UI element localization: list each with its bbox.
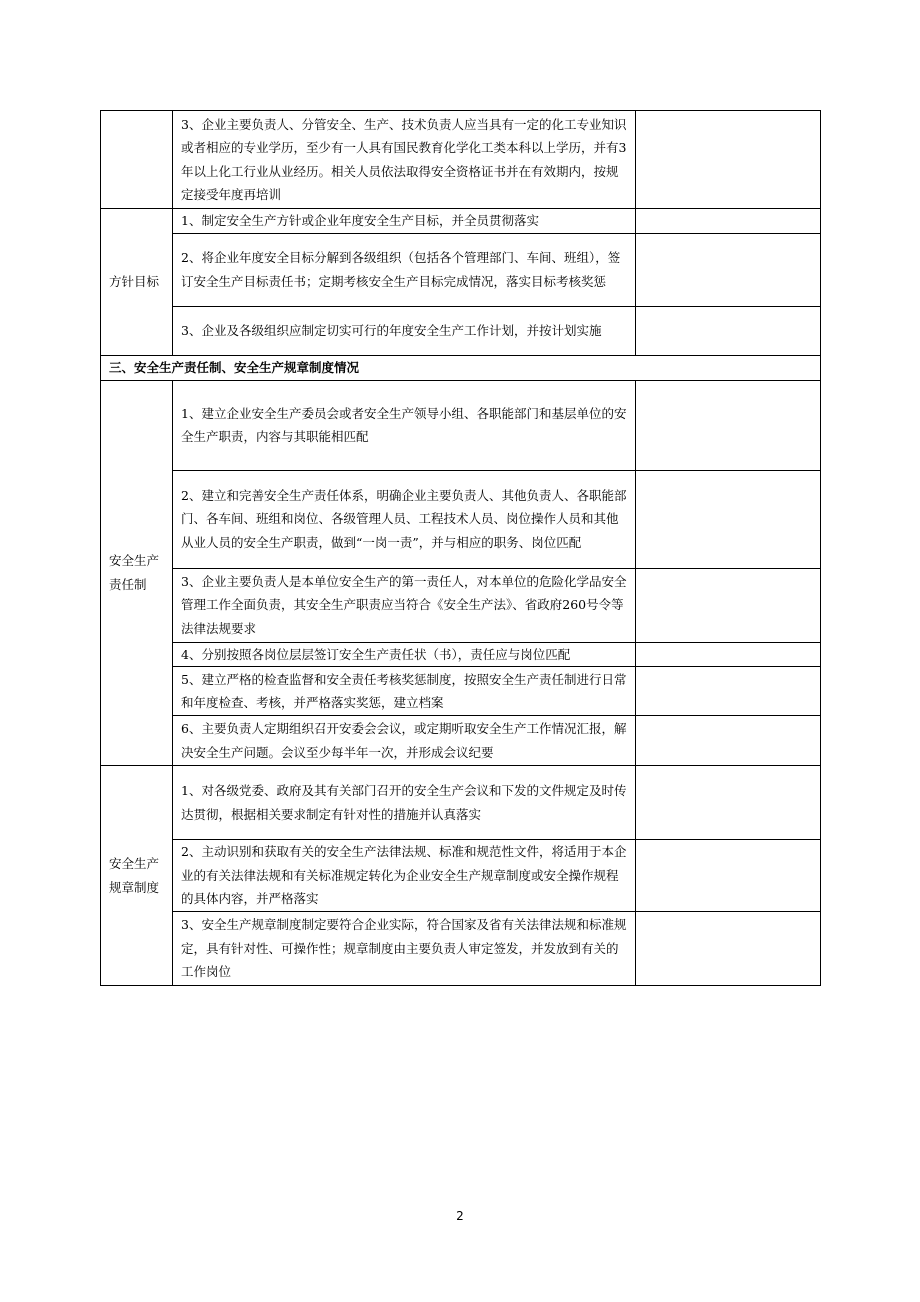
item-text: 6、主要负责人定期组织召开安委会会议，或定期听取安全生产工作情况汇报，解决安全生产问题。会议至少每半年一次，并形成会议纪要 xyxy=(173,716,636,766)
category-cell-empty xyxy=(101,111,173,209)
table-row xyxy=(101,568,821,642)
item-text: 2、将企业年度安全目标分解到各级组织（包括各个管理部门、车间、班组），签订安全生产目标责任书；定期考核安全生产目标完成情况，落实目标考核奖惩 xyxy=(173,233,636,306)
item-text: 1、对各级党委、政府及其有关部门召开的安全生产会议和下发的文件规定及时传达贯彻，根据相关要求制定有针对性的措施并认真落实 xyxy=(173,766,636,840)
table-row xyxy=(101,667,821,716)
inspection-table xyxy=(100,110,821,986)
item-text: 2、主动识别和获取有关的安全生产法律法规、标准和规范性文件，将适用于本企业的有关法律法规和有关标准规定转化为企业安全生产规章制度或安全操作规程的具体内容，并严格落实 xyxy=(173,840,636,912)
inspection-table-page xyxy=(100,110,820,986)
category-rules: 安全生产规章制度 xyxy=(101,766,173,986)
item-text: 1、制定安全生产方针或企业年度安全生产目标，并全员贯彻落实 xyxy=(173,209,636,234)
result-cell[interactable] xyxy=(636,642,821,667)
table-row xyxy=(101,716,821,766)
result-cell[interactable] xyxy=(636,840,821,912)
item-text: 3、企业主要负责人、分管安全、生产、技术负责人应当具有一定的化工专业知识或者相应的专业学历，至少有一人具有国民教育化学化工类本科以上学历，并有3年以上化工行业从业经历。相关人员依法取得安全资格证书并在有效期内，按规定接受年度再培训 xyxy=(173,111,636,209)
table-row xyxy=(101,233,821,306)
table-row xyxy=(101,209,821,234)
result-cell[interactable] xyxy=(636,380,821,470)
item-text: 3、安全生产规章制度制定要符合企业实际，符合国家及省有关法律法规和标准规定，具有针对性、可操作性；规章制度由主要负责人审定签发，并发放到有关的工作岗位 xyxy=(173,912,636,986)
item-text: 5、建立严格的检查监督和安全责任考核奖惩制度，按照安全生产责任制进行日常和年度检查、考核，并严格落实奖惩，建立档案 xyxy=(173,667,636,716)
page-number: 2 xyxy=(456,1209,464,1223)
item-text: 4、分别按照各岗位层层签订安全生产责任状（书），责任应与岗位匹配 xyxy=(173,642,636,667)
result-cell[interactable] xyxy=(636,912,821,986)
category-responsibility: 安全生产责任制 xyxy=(101,380,173,766)
category-goals: 方针目标 xyxy=(101,209,173,356)
table-row xyxy=(101,380,821,470)
item-text: 1、建立企业安全生产委员会或者安全生产领导小组、各职能部门和基层单位的安全生产职责，内容与其职能相匹配 xyxy=(173,380,636,470)
result-cell[interactable] xyxy=(636,111,821,209)
table-row xyxy=(101,111,821,209)
result-cell[interactable] xyxy=(636,209,821,234)
section-header-row xyxy=(101,355,821,380)
section-title: 三、安全生产责任制、安全生产规章制度情况 xyxy=(101,355,821,380)
table-row xyxy=(101,912,821,986)
table-row xyxy=(101,642,821,667)
item-text: 3、企业主要负责人是本单位安全生产的第一责任人，对本单位的危险化学品安全管理工作全面负责，其安全生产职责应当符合《安全生产法》、省政府260号令等法律法规要求 xyxy=(173,568,636,642)
result-cell[interactable] xyxy=(636,667,821,716)
result-cell[interactable] xyxy=(636,233,821,306)
table-row xyxy=(101,840,821,912)
table-row xyxy=(101,470,821,568)
table-row xyxy=(101,306,821,355)
result-cell[interactable] xyxy=(636,568,821,642)
item-text: 3、企业及各级组织应制定切实可行的年度安全生产工作计划，并按计划实施 xyxy=(173,306,636,355)
table-row xyxy=(101,766,821,840)
result-cell[interactable] xyxy=(636,766,821,840)
result-cell[interactable] xyxy=(636,306,821,355)
item-text: 2、建立和完善安全生产责任体系，明确企业主要负责人、其他负责人、各职能部门、各车间、班组和岗位、各级管理人员、工程技术人员、岗位操作人员和其他从业人员的安全生产职责，做到“一岗一责”，并与相应的职务、岗位匹配 xyxy=(173,470,636,568)
result-cell[interactable] xyxy=(636,470,821,568)
result-cell[interactable] xyxy=(636,716,821,766)
